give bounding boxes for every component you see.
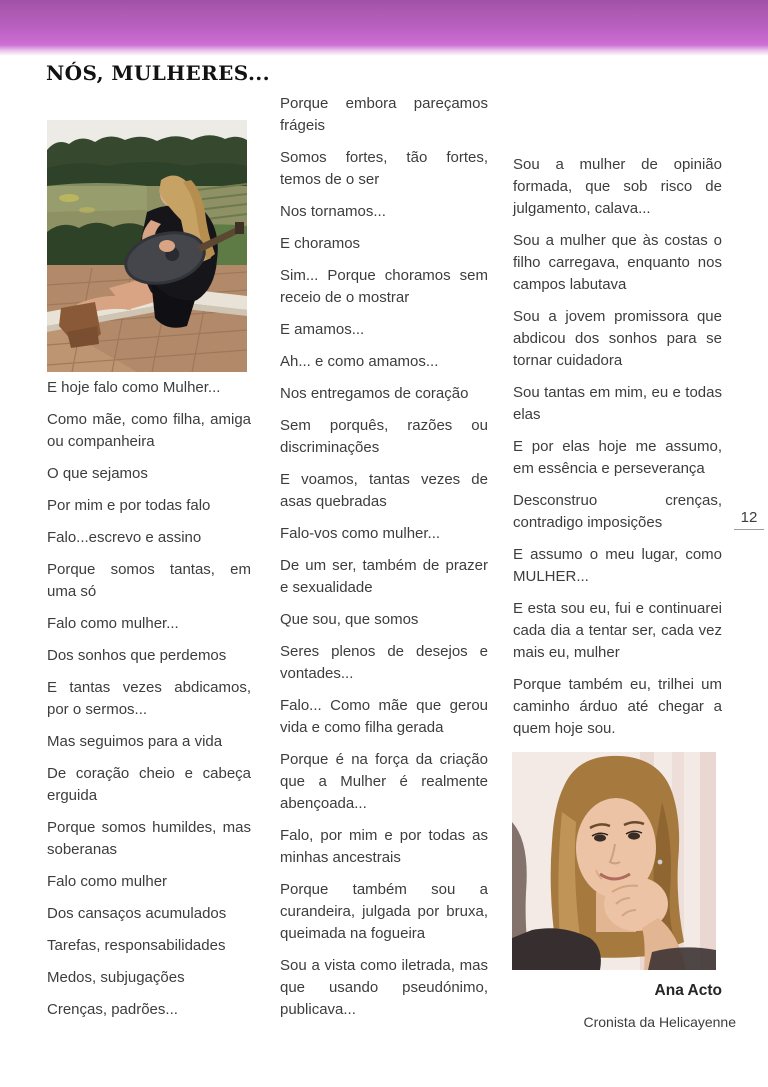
page-number: 12 [734, 509, 764, 530]
poem-line: Tarefas, responsabilidades [47, 937, 226, 954]
poem-line: Dos cansaços acumulados [47, 905, 227, 922]
poem-line: Sou a vista como iletrada, mas que usando pseudónimo, publicava... [280, 957, 488, 1018]
poem-line: Porque é na força da criação que a Mulher é realmente abençoada... [280, 751, 488, 812]
poem-line: Mas seguimos para a vida [47, 733, 223, 750]
poem-line: Porque também sou a curandeira, julgada por bruxa, queimada na fogueira [280, 881, 488, 942]
poem-line: E voamos, tantas vezes de asas quebradas [280, 471, 488, 510]
poem-line: Dos sonhos que perdemos [47, 647, 227, 664]
poem-line: Desconstruo crenças, contradigo imposições [513, 492, 722, 531]
poem-column-2 [280, 93, 488, 1021]
poem-column-3 [513, 154, 722, 740]
poem-line: Sou a mulher que às costas o filho carregava, enquanto nos campos labutava [513, 232, 722, 293]
poem-column-1 [47, 377, 251, 1021]
poem-line: Falo como mulher [47, 873, 168, 890]
poem-line: E por elas hoje me assumo, em essência e perseverança [513, 438, 722, 477]
poem-line: Sim... Porque choramos sem receio de o mostrar [280, 267, 488, 306]
poem-line: Nos entregamos de coração [280, 385, 469, 402]
poem-line: Nos tornamos... [280, 203, 386, 220]
poem-line: Sou a mulher de opinião formada, que sob risco de julgamento, calava... [513, 156, 722, 217]
poem-line: Porque também eu, trilhei um caminho árduo até chegar a quem hoje sou. [513, 676, 722, 737]
poem-line: O que sejamos [47, 465, 148, 482]
poem-line: Falo... Como mãe que gerou vida e como filha gerada [280, 697, 488, 736]
poem-line: Sem porquês, razões ou discriminações [280, 417, 488, 456]
poem-line: Porque embora pareçamos frágeis [280, 95, 488, 134]
poem-line: Falo-vos como mulher... [280, 525, 441, 542]
poem-line: De um ser, também de prazer e sexualidade [280, 557, 488, 596]
poem-line: Como mãe, como filha, amiga ou companheira [47, 411, 251, 450]
author-portrait-illustration [512, 752, 716, 970]
poem-line: Ah... e como amamos... [280, 353, 439, 370]
poem-line: Medos, subjugações [47, 969, 185, 986]
poem-line: Somos fortes, tão fortes, temos de o ser [280, 149, 488, 188]
poem-line: De coração cheio e cabeça erguida [47, 765, 251, 804]
poem-line: Falo...escrevo e assino [47, 529, 202, 546]
author-role: Cronista da Helicayenne [583, 1014, 736, 1030]
poem-line: Seres plenos de desejos e vontades... [280, 643, 488, 682]
poem-line: E esta sou eu, fui e continuarei cada dia a tentar ser, cada vez mais eu, mulher [513, 600, 722, 661]
poem-line: Por mim e por todas falo [47, 497, 211, 514]
author-name: Ana Acto [654, 982, 722, 999]
guitar-photo-illustration [47, 120, 247, 372]
poem-line: E hoje falo como Mulher... [47, 379, 221, 396]
poem-line: Que sou, que somos [280, 611, 419, 628]
guitar-photo [47, 120, 247, 372]
author-portrait-photo [512, 752, 716, 970]
poem-line: E tantas vezes abdicamos, por o sermos... [47, 679, 251, 718]
poem-line: E choramos [280, 235, 361, 252]
poem-line: Sou tantas em mim, eu e todas elas [513, 384, 722, 423]
poem-line: Falo, por mim e por todas as minhas ancestrais [280, 827, 488, 866]
poem-line: Sou a jovem promissora que abdicou dos sonhos para se tornar cuidadora [513, 308, 722, 369]
page-title: NÓS, MULHERES... [46, 61, 271, 85]
poem-line: E assumo o meu lugar, como MULHER... [513, 546, 722, 585]
poem-line: Falo como mulher... [47, 615, 179, 632]
poem-line: Porque somos humildes, mas soberanas [47, 819, 251, 858]
poem-line: Crenças, padrões... [47, 1001, 178, 1018]
poem-line: Porque somos tantas, em uma só [47, 561, 251, 600]
poem-line: E amamos... [280, 321, 365, 338]
header-gradient-bar [0, 0, 768, 56]
